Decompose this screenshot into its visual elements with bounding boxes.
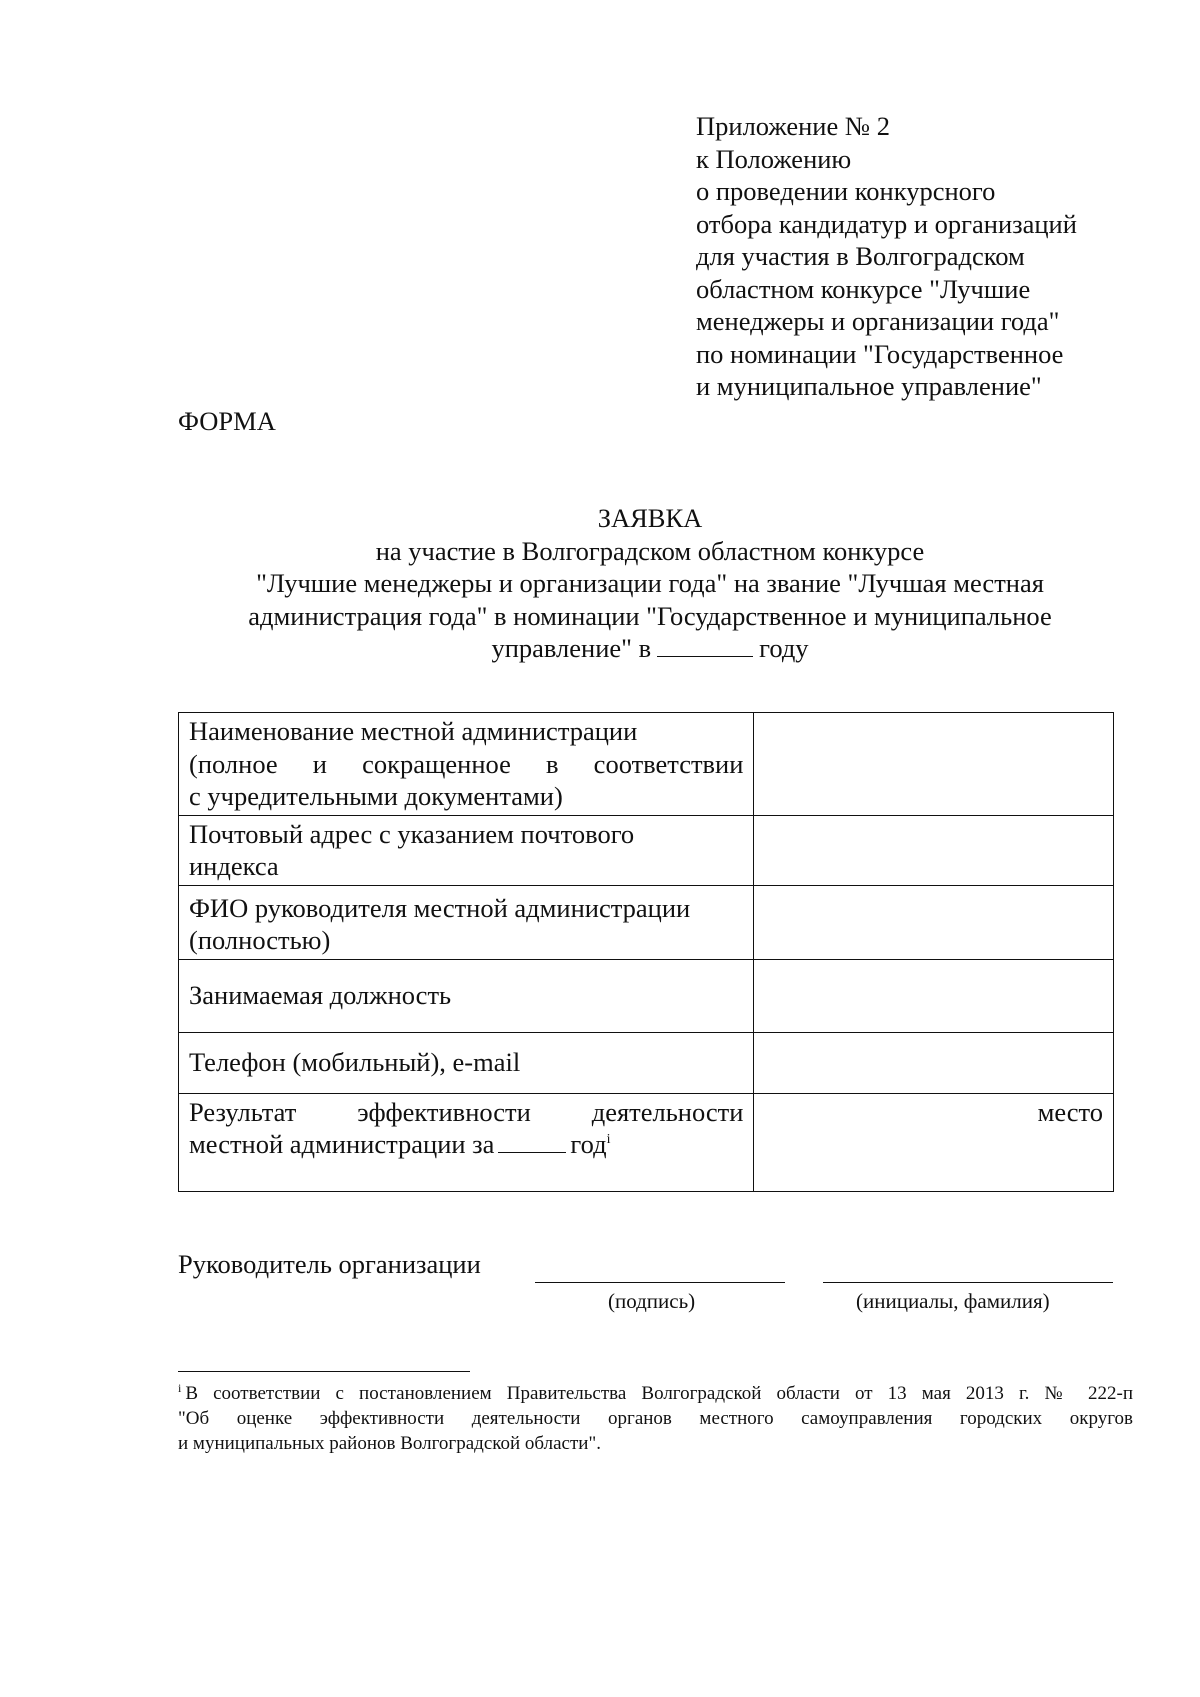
row-value-field[interactable] <box>754 885 1114 959</box>
appendix-line: по номинации "Государственное <box>696 338 1064 369</box>
title-line: на участие в Волгоградском областном конкурсе <box>375 535 925 566</box>
label-line: Телефон (мобильный), e-mail <box>189 1047 521 1078</box>
row-value-field[interactable] <box>754 1032 1114 1093</box>
place-value-field[interactable]: место <box>754 1093 1114 1191</box>
footnote <box>178 1381 1133 1456</box>
signature-line[interactable] <box>535 1282 785 1283</box>
title-line <box>150 632 1150 665</box>
footnote-mark: i <box>178 1380 182 1395</box>
application-table <box>178 712 1114 1192</box>
appendix-line: о проведении конкурсного <box>696 176 996 206</box>
appendix-line: менеджеры и организации года" <box>696 306 1060 336</box>
table-row <box>179 959 1114 1032</box>
row-label <box>179 1032 754 1093</box>
year-blank-field[interactable] <box>657 636 753 657</box>
title-line: администрация года" в номинации "Государственное и муниципальное <box>248 600 1052 631</box>
appendix-line: к Положению <box>696 143 852 174</box>
row-label <box>179 885 754 959</box>
footnote-divider <box>178 1371 470 1372</box>
name-line[interactable] <box>823 1282 1113 1283</box>
table-row <box>179 1093 1114 1191</box>
footnote-line: и муниципальных районов Волгоградской области". <box>178 1433 601 1454</box>
appendix-line: и муниципальное управление" <box>696 371 1042 401</box>
table-row <box>179 713 1114 816</box>
row-label <box>179 1093 754 1191</box>
label-line: индекса <box>189 851 279 881</box>
result-line2-before: местной администрации за <box>189 1129 495 1159</box>
label-line: (полностью) <box>189 925 331 955</box>
row-value-field[interactable] <box>754 815 1114 885</box>
label-line: Наименование местной администрации <box>189 716 638 746</box>
appendix-line: областном конкурсе "Лучшие <box>696 273 1031 304</box>
table-row <box>179 885 1114 959</box>
label-line: (полное и сокращенное в соответствии <box>189 748 744 779</box>
title-line4-before: управление" в <box>491 633 652 663</box>
row-label <box>179 959 754 1032</box>
label-line: Результат эффективности деятельности <box>189 1096 744 1127</box>
row-value-field[interactable] <box>754 959 1114 1032</box>
label-line: с учредительными документами) <box>189 781 563 811</box>
appendix-header <box>696 110 1166 403</box>
appendix-line: для участия в Волгоградском <box>696 241 1025 271</box>
form-label: ФОРМА <box>178 406 276 436</box>
label-line: ФИО руководителя местной администрации <box>189 892 691 923</box>
footnote-line <box>178 1381 1133 1406</box>
name-caption: (инициалы, фамилия) <box>856 1289 1050 1313</box>
label-line <box>189 1128 743 1161</box>
title-line: "Лучшие менеджеры и организации года" на звание "Лучшая местная <box>256 568 1044 598</box>
appendix-line: отбора кандидатур и организаций <box>696 208 1077 239</box>
result-line2-after: год <box>570 1129 607 1159</box>
table-row <box>179 1032 1114 1093</box>
label-line: Почтовый адрес с указанием почтового <box>189 818 635 849</box>
table-row <box>179 815 1114 885</box>
signature-block <box>178 1249 1138 1329</box>
document-title <box>150 502 1150 665</box>
row-value-field[interactable] <box>754 713 1114 816</box>
footnote-reference: i <box>606 1132 611 1148</box>
result-year-blank-field[interactable] <box>498 1132 566 1153</box>
signature-caption: (подпись) <box>608 1289 696 1313</box>
title-line4-after: году <box>759 633 809 663</box>
footnote-text: В соответствии с постановлением Правительства Волгоградской области от 13 мая 2013 г. № 222-п <box>185 1383 1133 1404</box>
row-label <box>179 815 754 885</box>
label-line: Занимаемая должность <box>189 980 452 1011</box>
title-heading: ЗАЯВКА <box>597 503 703 533</box>
signature-label: Руководитель организации <box>178 1249 481 1279</box>
appendix-line: Приложение № 2 <box>696 111 891 141</box>
footnote-line: "Об оценке эффективности деятельности органов местного самоуправления городских округов <box>178 1408 1133 1429</box>
row-label <box>179 713 754 816</box>
